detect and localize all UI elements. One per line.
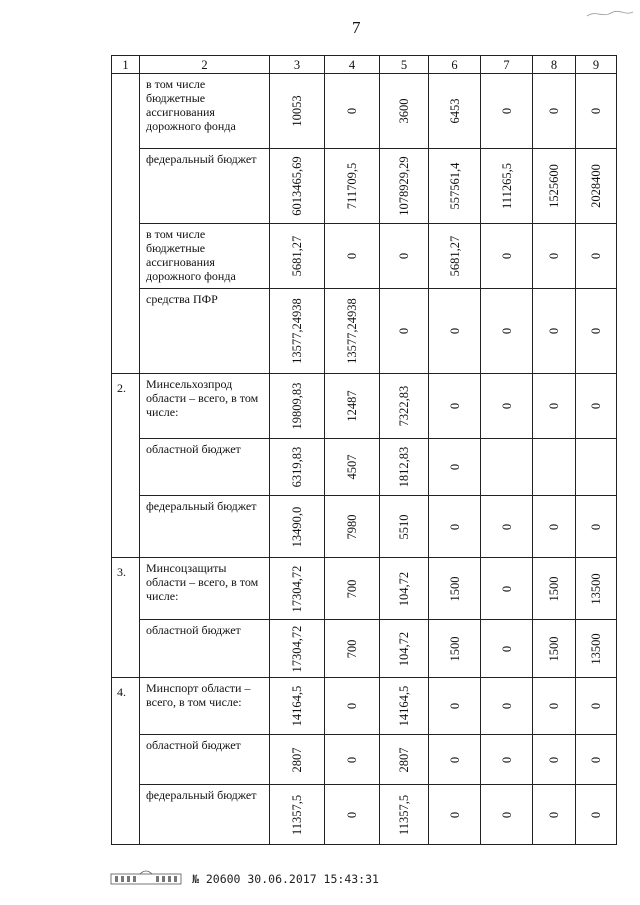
cell-value: 1812,83: [397, 446, 411, 488]
value-cell: [576, 149, 617, 224]
cell-value: 17304,72: [290, 625, 304, 672]
cell-value: 0: [447, 327, 462, 335]
value-cell: [380, 224, 429, 289]
cell-value: 0: [589, 252, 603, 260]
value-cell: [270, 678, 325, 735]
value-cell: [270, 496, 325, 558]
value-cell: [270, 374, 325, 439]
col-header: 7: [481, 56, 533, 74]
table-row: [112, 374, 617, 439]
value-cell: [481, 735, 533, 785]
value-cell: [380, 496, 429, 558]
value-cell: [533, 558, 576, 620]
row-label: Минсельхозпрод области – всего, в том числе:: [140, 374, 270, 439]
cell-value: 7322,83: [397, 385, 411, 427]
value-cell: [380, 439, 429, 496]
table-row: [112, 620, 617, 678]
cell-value: 0: [499, 645, 514, 652]
cell-value: 0: [499, 107, 514, 115]
page-number: 7: [352, 18, 361, 37]
col-header: 6: [429, 56, 481, 74]
value-cell: [533, 620, 576, 678]
value-cell: [429, 678, 481, 735]
cell-value: 14164,5: [290, 685, 304, 727]
value-cell: [380, 289, 429, 374]
row-number: 3.: [112, 558, 140, 620]
cell-value: 0: [547, 702, 561, 710]
cell-value: 1078929,29: [397, 156, 411, 216]
row-number: [112, 620, 140, 678]
cell-value: 0: [589, 107, 603, 115]
cell-value: 14164,5: [397, 685, 411, 727]
cell-value: 0: [499, 756, 514, 763]
row-number: [112, 224, 140, 289]
cell-value: 0: [499, 327, 514, 335]
value-cell: [270, 224, 325, 289]
cell-value: 1500: [547, 636, 561, 661]
cell-value: 19809,83: [290, 382, 304, 430]
value-cell: [576, 224, 617, 289]
value-cell: [576, 785, 617, 845]
cell-value: 6453: [447, 98, 462, 124]
cell-value: 711709,5: [345, 162, 359, 210]
cell-value: 0: [499, 523, 514, 530]
registration-stamp: № 20600 30.06.2017 15:43:31: [192, 872, 379, 886]
value-cell: [380, 149, 429, 224]
cell-value: 13577,24938: [290, 298, 304, 364]
cell-value: 17304,72: [290, 565, 304, 612]
cell-value: 0: [447, 402, 462, 410]
row-label: областной бюджет: [140, 735, 270, 785]
row-label: федеральный бюджет: [140, 785, 270, 845]
cell-value: 2028400: [589, 164, 603, 208]
row-number: [112, 785, 140, 845]
cell-value: 2807: [290, 747, 304, 772]
value-cell: [325, 374, 380, 439]
row-label: в том числе бюджетные ассигнования дорожного фонда: [140, 224, 270, 289]
value-cell: [576, 374, 617, 439]
cell-value: 0: [447, 756, 462, 763]
value-cell: [380, 785, 429, 845]
cell-value: 0: [345, 756, 359, 763]
value-cell: [270, 735, 325, 785]
header-row: [112, 56, 617, 74]
value-cell: [429, 289, 481, 374]
value-cell: [481, 439, 533, 496]
value-cell: [576, 289, 617, 374]
cell-value: 1525600: [547, 164, 561, 208]
document-stamp-logo: [110, 868, 185, 886]
row-label: областной бюджет: [140, 439, 270, 496]
cell-value: 1500: [447, 576, 462, 601]
value-cell: [576, 735, 617, 785]
cell-value: 4507: [345, 454, 359, 480]
cell-value: 0: [589, 756, 603, 763]
cell-value: 0: [547, 756, 561, 763]
row-number: [112, 496, 140, 558]
value-cell: [429, 496, 481, 558]
cell-value: 5510: [397, 514, 411, 539]
value-cell: [576, 439, 617, 496]
cell-value: 0: [397, 327, 411, 335]
value-cell: [429, 735, 481, 785]
col-header: 3: [270, 56, 325, 74]
value-cell: [380, 74, 429, 149]
cell-value: 7980: [345, 514, 359, 539]
value-cell: [429, 224, 481, 289]
row-number: [112, 439, 140, 496]
row-label: Минспорт области – всего, в том числе:: [140, 678, 270, 735]
cell-value: 0: [345, 252, 359, 260]
table-row: [112, 785, 617, 845]
cell-value: 2807: [397, 747, 411, 772]
row-label: областной бюджет: [140, 620, 270, 678]
cell-value: 0: [499, 702, 514, 710]
value-cell: [325, 678, 380, 735]
cell-value: 0: [547, 811, 561, 818]
cell-value: 13500: [589, 632, 603, 665]
cell-value: 104,72: [397, 631, 411, 666]
cell-value: 0: [499, 252, 514, 260]
cell-value: 0: [589, 523, 603, 530]
table-row: [112, 74, 617, 149]
cell-value: 11357,5: [397, 794, 411, 835]
value-cell: [325, 735, 380, 785]
cell-value: 5681,27: [447, 235, 462, 277]
value-cell: [576, 558, 617, 620]
col-header: 4: [325, 56, 380, 74]
value-cell: [481, 289, 533, 374]
value-cell: [429, 785, 481, 845]
cell-value: 0: [547, 402, 561, 410]
value-cell: [325, 496, 380, 558]
value-cell: [429, 439, 481, 496]
col-header: 8: [533, 56, 576, 74]
cell-value: 0: [589, 402, 603, 410]
col-header: 1: [112, 56, 140, 74]
cell-value: 13490,0: [290, 506, 304, 547]
row-label: федеральный бюджет: [140, 149, 270, 224]
cell-value: 0: [397, 252, 411, 260]
cell-value: 0: [447, 702, 462, 710]
value-cell: [429, 558, 481, 620]
value-cell: [533, 74, 576, 149]
cell-value: 0: [499, 402, 514, 410]
cell-value: 6013465,69: [290, 156, 304, 216]
table-row: [112, 439, 617, 496]
cell-value: 700: [345, 639, 359, 658]
cell-value: 0: [547, 327, 561, 335]
value-cell: [380, 620, 429, 678]
value-cell: [325, 785, 380, 845]
row-number: [112, 735, 140, 785]
value-cell: [576, 496, 617, 558]
value-cell: [380, 374, 429, 439]
table-row: [112, 735, 617, 785]
value-cell: [429, 74, 481, 149]
cell-value: 0: [345, 107, 359, 115]
table-row: [112, 558, 617, 620]
value-cell: [325, 149, 380, 224]
value-cell: [481, 678, 533, 735]
value-cell: [270, 558, 325, 620]
value-cell: [270, 785, 325, 845]
value-cell: [270, 289, 325, 374]
row-label: средства ПФР: [140, 289, 270, 374]
row-label: Минсоцзащиты области – всего, в том числе:: [140, 558, 270, 620]
value-cell: [481, 785, 533, 845]
value-cell: [533, 735, 576, 785]
cell-value: 5681,27: [290, 235, 304, 277]
value-cell: [325, 224, 380, 289]
cell-value: 1500: [547, 576, 561, 601]
col-header: 5: [380, 56, 429, 74]
cell-value: 12487: [345, 390, 359, 422]
value-cell: [533, 496, 576, 558]
row-number: 4.: [112, 678, 140, 735]
value-cell: [533, 289, 576, 374]
value-cell: [481, 558, 533, 620]
value-cell: [533, 439, 576, 496]
cell-value: 11357,5: [290, 794, 304, 835]
value-cell: [481, 74, 533, 149]
cell-value: 0: [499, 585, 514, 592]
cell-value: 557561,4: [447, 162, 462, 210]
value-cell: [429, 620, 481, 678]
cell-value: 0: [447, 811, 462, 818]
pen-mark-scribble: [585, 8, 635, 20]
cell-value: 0: [345, 811, 359, 818]
table-row: [112, 678, 617, 735]
row-number: [112, 289, 140, 374]
value-cell: [380, 735, 429, 785]
value-cell: [270, 149, 325, 224]
table-row: [112, 289, 617, 374]
value-cell: [325, 439, 380, 496]
cell-value: 0: [589, 702, 603, 710]
value-cell: [270, 620, 325, 678]
cell-value: 0: [589, 811, 603, 818]
value-cell: [481, 496, 533, 558]
cell-value: 10053: [290, 95, 304, 127]
value-cell: [380, 678, 429, 735]
cell-value: 0: [547, 523, 561, 530]
value-cell: [325, 620, 380, 678]
table-row: [112, 149, 617, 224]
value-cell: [429, 374, 481, 439]
value-cell: [325, 558, 380, 620]
col-header: 2: [140, 56, 270, 74]
col-header: 9: [576, 56, 617, 74]
table-row: [112, 224, 617, 289]
row-label: в том числе бюджетные ассигнования дорожного фонда: [140, 74, 270, 149]
row-number: [112, 74, 140, 149]
cell-value: 13500: [589, 572, 603, 605]
value-cell: [533, 224, 576, 289]
cell-value: 0: [499, 811, 514, 818]
row-number: [112, 149, 140, 224]
value-cell: [576, 678, 617, 735]
value-cell: [325, 74, 380, 149]
cell-value: 1500: [447, 636, 462, 661]
cell-value: 111265,5: [499, 163, 514, 209]
cell-value: 13577,24938: [345, 298, 359, 364]
value-cell: [481, 149, 533, 224]
table-row: [112, 496, 617, 558]
value-cell: [481, 224, 533, 289]
row-label: федеральный бюджет: [140, 496, 270, 558]
budget-table: [111, 55, 617, 845]
cell-value: 3600: [397, 98, 411, 124]
value-cell: [533, 678, 576, 735]
row-number: 2.: [112, 374, 140, 439]
cell-value: 0: [447, 463, 462, 471]
cell-value: 0: [547, 252, 561, 260]
cell-value: 0: [345, 702, 359, 710]
value-cell: [576, 74, 617, 149]
value-cell: [429, 149, 481, 224]
value-cell: [481, 374, 533, 439]
value-cell: [533, 149, 576, 224]
value-cell: [576, 620, 617, 678]
cell-value: 0: [447, 523, 462, 530]
cell-value: 104,72: [397, 571, 411, 606]
value-cell: [380, 558, 429, 620]
cell-value: 0: [589, 327, 603, 335]
cell-value: 700: [345, 579, 359, 598]
cell-value: 6319,83: [290, 446, 304, 488]
value-cell: [481, 620, 533, 678]
value-cell: [270, 74, 325, 149]
value-cell: [533, 785, 576, 845]
cell-value: 0: [547, 107, 561, 115]
value-cell: [270, 439, 325, 496]
value-cell: [533, 374, 576, 439]
value-cell: [325, 289, 380, 374]
